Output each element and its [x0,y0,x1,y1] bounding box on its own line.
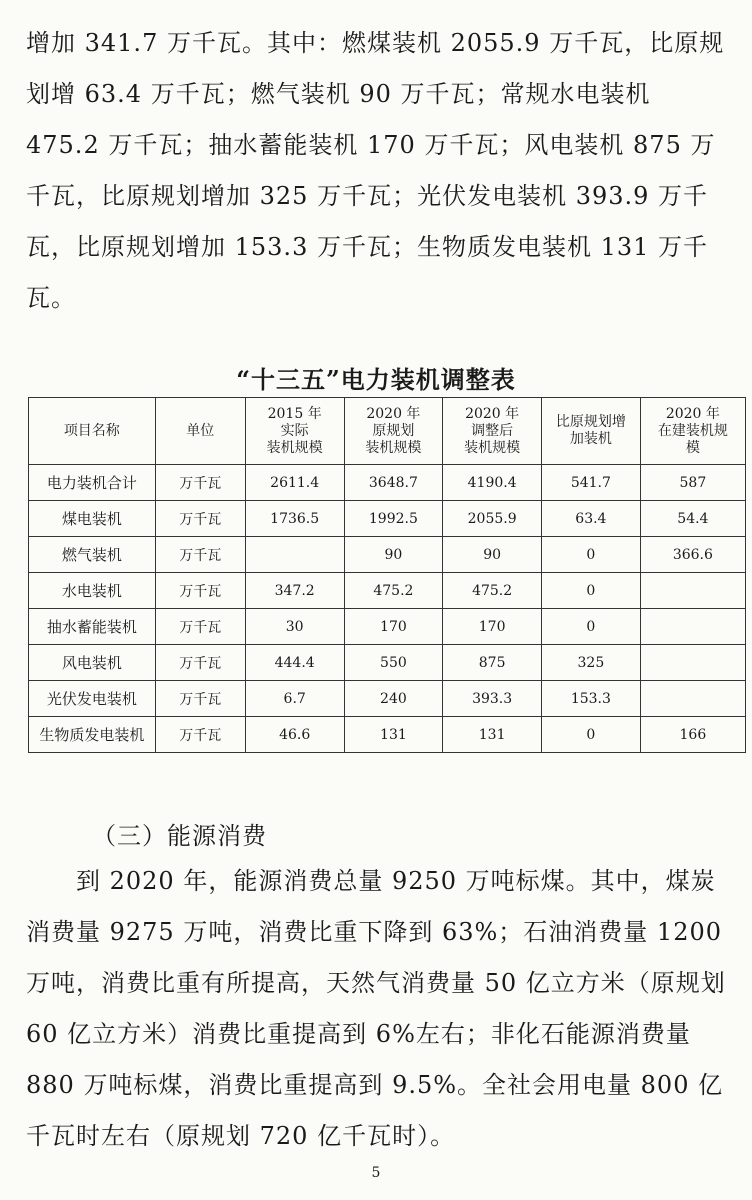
table-header-cell: 项目名称 [29,398,156,465]
table-header-row [29,398,746,465]
table-cell: 万千瓦 [155,537,245,573]
table-cell: 2611.4 [245,465,344,501]
body-paragraph: 增加 341.7 万千瓦。其中：燃煤装机 2055.9 万千瓦，比原规划增 63.4 万千瓦；燃气装机 90 万千瓦；常规水电装机 475.2 万千瓦；抽水蓄能装机 170 万千瓦；风电装机 875 万千瓦，比原规划增加 325 万千瓦；光伏发电装机 393.9 万千瓦，比原规划增加 153.3 万千瓦；生物质发电装机 131 万千瓦。 [26,29,725,312]
table-cell: 万千瓦 [155,501,245,537]
table-header-cell: 2020 年 原规划 装机规模 [344,398,443,465]
table-cell: 325 [542,645,641,681]
table-cell: 6.7 [245,681,344,717]
table-cell: 366.6 [640,537,745,573]
table-cell: 4190.4 [443,465,542,501]
table-cell: 90 [443,537,542,573]
table-cell: 万千瓦 [155,609,245,645]
table-cell: 90 [344,537,443,573]
table-cell [640,645,745,681]
body-paragraph: 到 2020 年，能源消费总量 9250 万吨标煤。其中，煤炭消费量 9275 万吨，消费比重下降到 63%；石油消费量 1200 万吨，消费比重有所提高，天然气消费量 50 亿立方米（原规划 60 亿立方米）消费比重提高到 6%左右；非化石能源消费量 880 万吨标煤，消费比重提高到 9.5%。全社会用电量 800 亿千瓦时左右（原规划 720 亿千瓦时）。 [26,867,726,1150]
row-name-cell: 煤电装机 [29,501,156,537]
table-cell: 0 [542,573,641,609]
table-cell: 550 [344,645,443,681]
table-cell: 131 [344,717,443,753]
table-header-cell: 2020 年 调整后 装机规模 [443,398,542,465]
table-cell: 347.2 [245,573,344,609]
table-cell: 54.4 [640,501,745,537]
table-header-cell: 比原规划增 加装机 [542,398,641,465]
table-cell: 63.4 [542,501,641,537]
table-cell: 170 [443,609,542,645]
table-cell: 166 [640,717,745,753]
table-cell: 475.2 [443,573,542,609]
table-row [29,537,746,573]
table-cell: 170 [344,609,443,645]
table-row [29,465,746,501]
table-cell: 475.2 [344,573,443,609]
table-cell [640,681,745,717]
row-name-cell: 燃气装机 [29,537,156,573]
table-cell: 444.4 [245,645,344,681]
table-cell [640,573,745,609]
row-name-cell: 生物质发电装机 [29,717,156,753]
table-title: “十三五”电力装机调整表 [236,365,516,394]
table-cell: 30 [245,609,344,645]
table-cell: 153.3 [542,681,641,717]
table-cell [640,609,745,645]
table-header-cell: 2015 年 实际 装机规模 [245,398,344,465]
table-cell: 587 [640,465,745,501]
table-cell: 0 [542,537,641,573]
table-cell: 131 [443,717,542,753]
table-body [29,465,746,753]
table-cell: 万千瓦 [155,645,245,681]
table-cell [245,537,344,573]
page-number: 5 [371,1165,381,1181]
table-cell: 万千瓦 [155,681,245,717]
table-cell: 0 [542,717,641,753]
table-row [29,609,746,645]
table-cell: 3648.7 [344,465,443,501]
table-cell: 万千瓦 [155,573,245,609]
table-cell: 2055.9 [443,501,542,537]
power-capacity-table [28,397,746,753]
table-header [29,398,746,465]
table-header-cell: 2020 年 在建装机规 模 [640,398,745,465]
table-cell: 万千瓦 [155,465,245,501]
table-header-cell: 单位 [155,398,245,465]
section-heading: （三）能源消费 [92,822,267,850]
table-cell: 240 [344,681,443,717]
table-cell: 1992.5 [344,501,443,537]
row-name-cell: 风电装机 [29,645,156,681]
table-row [29,573,746,609]
table-cell: 1736.5 [245,501,344,537]
row-name-cell: 抽水蓄能装机 [29,609,156,645]
table-cell: 46.6 [245,717,344,753]
table-row [29,717,746,753]
row-name-cell: 光伏发电装机 [29,681,156,717]
table-cell: 541.7 [542,465,641,501]
table-cell: 875 [443,645,542,681]
table-cell: 0 [542,609,641,645]
table-row [29,681,746,717]
table-cell: 万千瓦 [155,717,245,753]
row-name-cell: 电力装机合计 [29,465,156,501]
table-row [29,501,746,537]
row-name-cell: 水电装机 [29,573,156,609]
table-row [29,645,746,681]
table-cell: 393.3 [443,681,542,717]
